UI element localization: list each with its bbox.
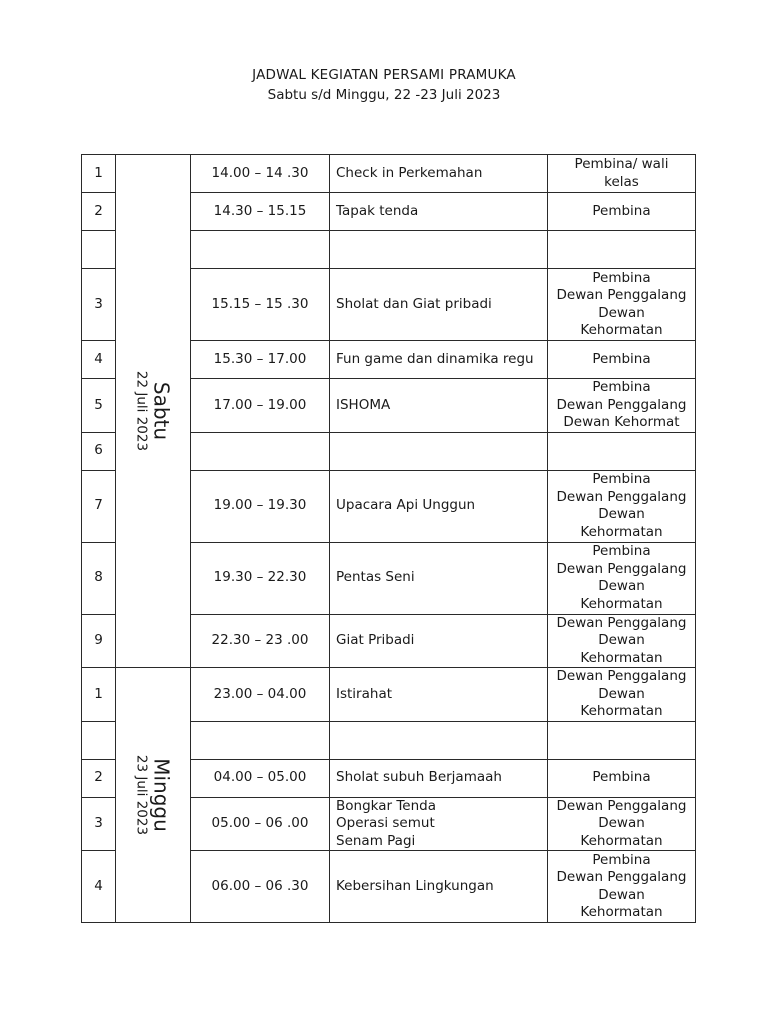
activity-cell	[330, 269, 548, 341]
person-in-charge-cell	[548, 231, 696, 269]
person-in-charge-line: Pembina	[592, 769, 651, 786]
person-in-charge-line: Pembina	[592, 379, 651, 395]
activity-line: Kebersihan Lingkungan	[336, 877, 494, 894]
activity-cell	[330, 379, 548, 433]
row-number: 3	[82, 269, 116, 341]
person-in-charge-line: Dewan	[598, 886, 645, 903]
activity-cell	[330, 470, 548, 542]
person-in-charge-line: Kehormatan	[580, 904, 663, 920]
person-in-charge-cell	[548, 759, 696, 797]
day-cell	[116, 155, 191, 668]
time-cell: 19.30 – 22.30	[191, 542, 330, 614]
row-number: 2	[82, 759, 116, 797]
person-in-charge-line: Dewan	[598, 506, 645, 522]
person-in-charge-cell	[548, 269, 696, 341]
activity-line: Sholat subuh Berjamaah	[336, 769, 502, 786]
activity-cell	[330, 668, 548, 722]
activity-cell	[330, 797, 548, 851]
activity-cell	[330, 851, 548, 923]
person-in-charge-line: Dewan Penggalang	[556, 287, 687, 303]
row-number: 4	[82, 341, 116, 379]
person-in-charge-cell	[548, 668, 696, 722]
person-in-charge-line: Dewan	[598, 304, 645, 321]
time-cell: 17.00 – 19.00	[191, 379, 330, 433]
activity-cell	[330, 432, 548, 470]
time-cell: 15.30 – 17.00	[191, 341, 330, 379]
person-in-charge-line: Dewan	[598, 815, 645, 831]
person-in-charge-cell	[548, 542, 696, 614]
person-in-charge-line: Dewan Penggalang	[556, 614, 687, 631]
activity-cell	[330, 614, 548, 668]
row-number: 1	[82, 155, 116, 193]
person-in-charge-cell	[548, 721, 696, 759]
table-row	[82, 668, 696, 722]
activity-cell	[330, 721, 548, 759]
day-date: 22 Juli 2023	[133, 370, 150, 452]
person-in-charge-line: Kehormatan	[580, 595, 663, 612]
person-in-charge-line: Dewan	[598, 685, 645, 702]
person-in-charge-line: Pembina/ wali	[574, 156, 669, 172]
person-in-charge-cell	[548, 155, 696, 193]
person-in-charge-line: Dewan	[598, 578, 645, 594]
day-cell	[116, 668, 191, 923]
row-number: 6	[82, 432, 116, 470]
row-number: 4	[82, 851, 116, 923]
activity-cell	[330, 542, 548, 614]
person-in-charge-line: Pembina	[592, 471, 651, 487]
person-in-charge-line: kelas	[604, 173, 639, 190]
person-in-charge-cell	[548, 379, 696, 433]
day-name: Sabtu	[149, 381, 174, 441]
time-cell: 15.15 – 15 .30	[191, 269, 330, 341]
person-in-charge-line: Kehormatan	[580, 322, 663, 338]
person-in-charge-cell	[548, 797, 696, 851]
activity-line: Upacara Api Unggun	[336, 497, 476, 514]
activity-cell	[330, 231, 548, 269]
row-number: 5	[82, 379, 116, 433]
time-cell: 22.30 – 23 .00	[191, 614, 330, 668]
activity-line: Tapak tenda	[336, 202, 419, 219]
time-cell: 14.00 – 14 .30	[191, 155, 330, 193]
person-in-charge-line: Pembina	[592, 202, 651, 219]
person-in-charge-cell	[548, 614, 696, 668]
activity-line: Sholat dan Giat pribadi	[336, 295, 492, 312]
time-cell: 06.00 – 06 .30	[191, 851, 330, 923]
person-in-charge-line: Pembina	[592, 851, 651, 868]
activity-line: Pentas Seni	[336, 569, 415, 586]
day-date: 23 Juli 2023	[133, 754, 150, 836]
activity-line: Bongkar Tenda	[336, 797, 436, 814]
row-number	[82, 721, 116, 759]
row-number: 9	[82, 614, 116, 668]
row-number: 7	[82, 470, 116, 542]
person-in-charge-line: Pembina	[592, 350, 651, 367]
person-in-charge-line: Kehormatan	[580, 649, 663, 666]
day-label	[133, 755, 174, 835]
person-in-charge-line: Pembina	[592, 269, 651, 286]
row-number: 2	[82, 193, 116, 231]
person-in-charge-line: Dewan	[598, 632, 645, 648]
person-in-charge-line: Dewan Kehormat	[563, 414, 680, 430]
person-in-charge-line: Kehormatan	[580, 832, 663, 849]
time-cell: 19.00 – 19.30	[191, 470, 330, 542]
table-row	[82, 155, 696, 193]
person-in-charge-line: Dewan Penggalang	[556, 797, 687, 814]
activity-line: Istirahat	[336, 685, 393, 702]
activity-cell	[330, 759, 548, 797]
person-in-charge-cell	[548, 851, 696, 923]
time-cell: 14.30 – 15.15	[191, 193, 330, 231]
activity-cell	[330, 155, 548, 193]
row-number: 1	[82, 668, 116, 722]
time-cell	[191, 432, 330, 470]
person-in-charge-line: Pembina	[592, 543, 651, 559]
person-in-charge-cell	[548, 193, 696, 231]
row-number: 8	[82, 542, 116, 614]
activity-line: Operasi semut	[336, 815, 435, 831]
person-in-charge-cell	[548, 341, 696, 379]
time-cell	[191, 721, 330, 759]
document-title: JADWAL KEGIATAN PERSAMI PRAMUKA	[252, 67, 516, 83]
time-cell: 23.00 – 04.00	[191, 668, 330, 722]
person-in-charge-cell	[548, 432, 696, 470]
time-cell: 05.00 – 06 .00	[191, 797, 330, 851]
person-in-charge-cell	[548, 470, 696, 542]
activity-line: Fun game dan dinamika regu	[336, 350, 534, 367]
person-in-charge-line: Dewan Penggalang	[556, 560, 687, 577]
activity-line: Senam Pagi	[336, 832, 416, 849]
person-in-charge-line: Dewan Penggalang	[556, 668, 687, 684]
document-subtitle: Sabtu s/d Minggu, 22 -23 Juli 2023	[267, 87, 501, 103]
row-number	[82, 231, 116, 269]
day-label	[133, 371, 174, 451]
day-name: Minggu	[149, 758, 174, 832]
activity-cell	[330, 341, 548, 379]
person-in-charge-line: Kehormatan	[580, 703, 663, 719]
activity-line: Giat Pribadi	[336, 632, 415, 648]
person-in-charge-line: Kehormatan	[580, 523, 663, 540]
time-cell	[191, 231, 330, 269]
row-number: 3	[82, 797, 116, 851]
activity-line: Check in Perkemahan	[336, 164, 483, 181]
schedule-table	[81, 154, 696, 923]
time-cell: 04.00 – 05.00	[191, 759, 330, 797]
activity-line: ISHOMA	[336, 396, 391, 413]
activity-cell	[330, 193, 548, 231]
person-in-charge-line: Dewan Penggalang	[556, 869, 687, 885]
person-in-charge-line: Dewan Penggalang	[556, 488, 687, 505]
person-in-charge-line: Dewan Penggalang	[556, 396, 687, 413]
